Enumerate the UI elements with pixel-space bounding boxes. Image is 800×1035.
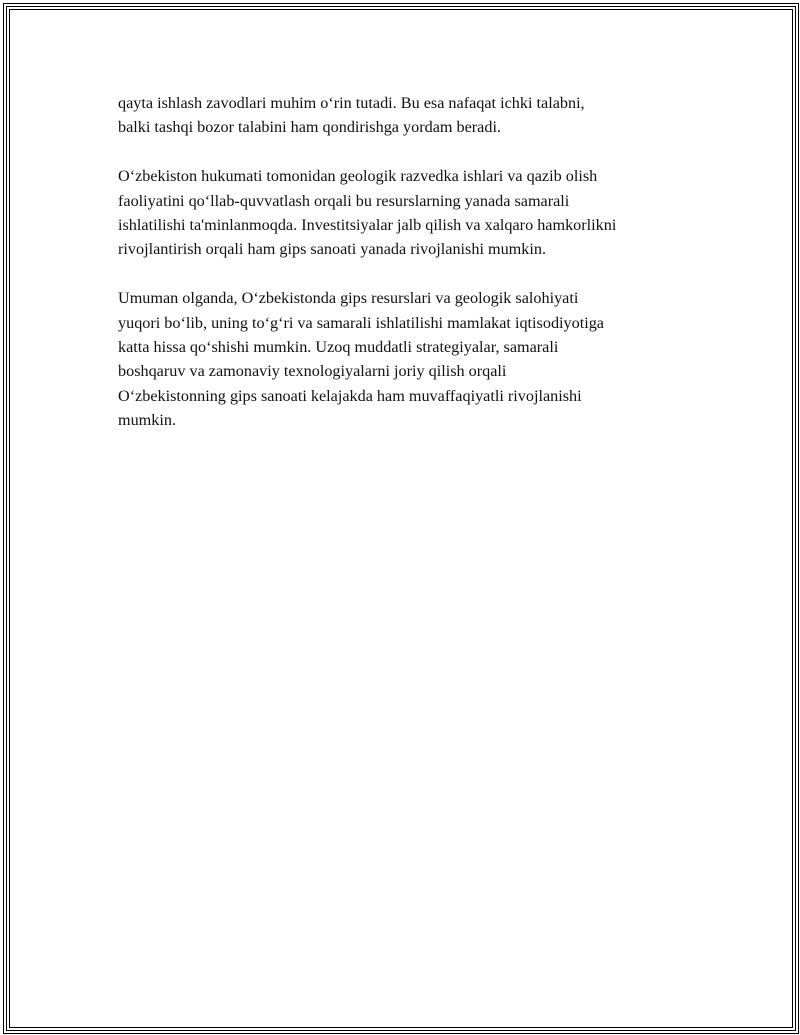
paragraph-3: Umuman olganda, O‘zbekistonda gips resurslari va geologik salohiyati yuqori bo‘lib, uning to‘g‘ri va samarali ishlatilishi mamlakat iqtisodiyotiga katta hissa qo‘shishi mumkin. Uzoq muddatli strategiyalar, samarali boshqaruv va zamonaviy texnologiyalarni joriy qilish orqali O‘zbekistonning gips sanoati kelajakda ham muvaffaqiyatli rivojlanishi mumkin. <box>118 289 604 430</box>
document-body <box>118 91 698 457</box>
paragraph-2: O‘zbekiston hukumati tomonidan geologik razvedka ishlari va qazib olish faoliyatini qo‘llab-quvvatlash orqali bu resurslarning yanada samarali ishlatilishi ta'minlanmoqda. Investitsiyalar jalb qilish va xalqaro hamkorlikni rivojlantirish orqali ham gips sanoati yanada rivojlanishi mumkin. <box>118 167 617 259</box>
paragraph-1: qayta ishlash zavodlari muhim o‘rin tutadi. Bu esa nafaqat ichki talabni, balki tashqi bozor talabini ham qondirishga yordam beradi. <box>118 94 585 137</box>
